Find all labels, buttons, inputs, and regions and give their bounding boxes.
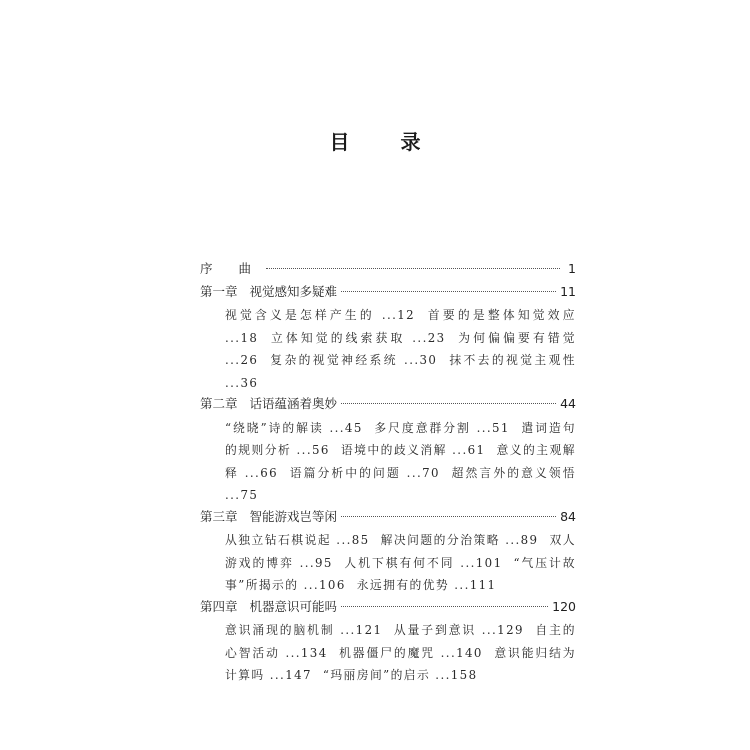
dot-leader [266,268,560,269]
section-entry[interactable]: 复杂的视觉神经系统 ...30 [269,353,438,367]
chapter-page: 11 [560,283,576,299]
section-entry[interactable]: 从量子到意识 ...129 [393,623,524,637]
section-entry[interactable]: 语篇分析中的问题 ...70 [289,465,440,480]
dot-leader [341,606,548,607]
section-entry[interactable]: 解决问题的分治策略 ...89 [380,533,539,547]
toc-row-chapter-1[interactable] [200,282,576,305]
toc-row-chapter-4[interactable] [200,597,576,620]
dot-leader [341,291,556,292]
section-entry[interactable]: 意义的主观解释 ...66 [225,443,576,480]
toc-row-prelude[interactable] [200,259,576,282]
section-entry[interactable]: 意识能归结为计算吗 ...147 [225,645,576,682]
chapter-3-sections [200,529,576,597]
section-entry[interactable]: 双人游戏的博弈 ...95 [225,533,576,570]
chapter-page: 120 [552,598,576,614]
section-entry[interactable]: 多尺度意群分割 ...51 [373,420,510,435]
page-title: 目 录 [329,130,443,154]
chapter-title: 智能游戏岂等闲 [249,508,338,524]
chapter-title: 话语蕴涵着奥妙 [249,396,338,411]
chapter-page: 44 [560,396,576,411]
dot-leader [341,403,556,404]
section-entry[interactable]: 立体知觉的线索获取 ...23 [269,330,446,345]
chapter-4-sections [200,619,576,687]
section-entry[interactable]: 意识涌现的脑机制 ...121 [225,623,383,637]
section-entry[interactable]: 人机下棋有何不同 ...101 [343,555,503,570]
section-entry[interactable]: “玛丽房间”的启示 ...158 [322,668,478,682]
section-entry[interactable]: 为何偏偏要有错觉 ...26 [225,330,577,367]
chapter-page: 84 [560,508,576,524]
dot-leader [341,516,556,517]
chapter-1-sections [200,304,576,394]
section-entry[interactable]: 超然言外的意义领悟 ...75 [225,465,576,502]
chapter-title: 视觉感知多疑难 [249,283,338,299]
section-entry[interactable]: “气压计故事”所揭示的 ...106 [225,555,576,592]
chapter-number: 第三章 [200,508,238,524]
chapter-title: 机器意识可能吗 [249,598,338,614]
section-entry[interactable]: 机器僵尸的魔咒 ...140 [338,645,483,660]
section-entry[interactable]: 自主的心智活动 ...134 [225,623,576,660]
prelude-page: 1 [568,261,576,276]
section-entry[interactable]: 从独立钻石棋说起 ...85 [225,533,370,547]
section-entry[interactable]: “绕晓”诗的解读 ...45 [225,420,363,435]
table-of-contents [200,259,576,687]
chapter-number: 第二章 [200,396,238,411]
section-entry[interactable]: 语境中的歧义消解 ...61 [340,443,486,457]
toc-row-chapter-2[interactable] [200,394,576,417]
chapter-number: 第四章 [200,598,238,614]
section-entry[interactable]: 首要的是整体知觉效应 ...18 [225,308,576,345]
section-entry[interactable]: 遣词造句的规则分析 ...56 [225,420,576,457]
section-entry[interactable]: 视觉含义是怎样产生的 ...12 [225,308,416,322]
section-entry[interactable]: 抹不去的视觉主观性 ...36 [225,353,576,390]
section-entry[interactable]: 永远拥有的优势 ...111 [356,578,497,592]
toc-row-chapter-3[interactable] [200,507,576,530]
chapter-2-sections [200,417,576,507]
prelude-label: 序 曲 [200,261,262,276]
chapter-number: 第一章 [200,283,238,299]
